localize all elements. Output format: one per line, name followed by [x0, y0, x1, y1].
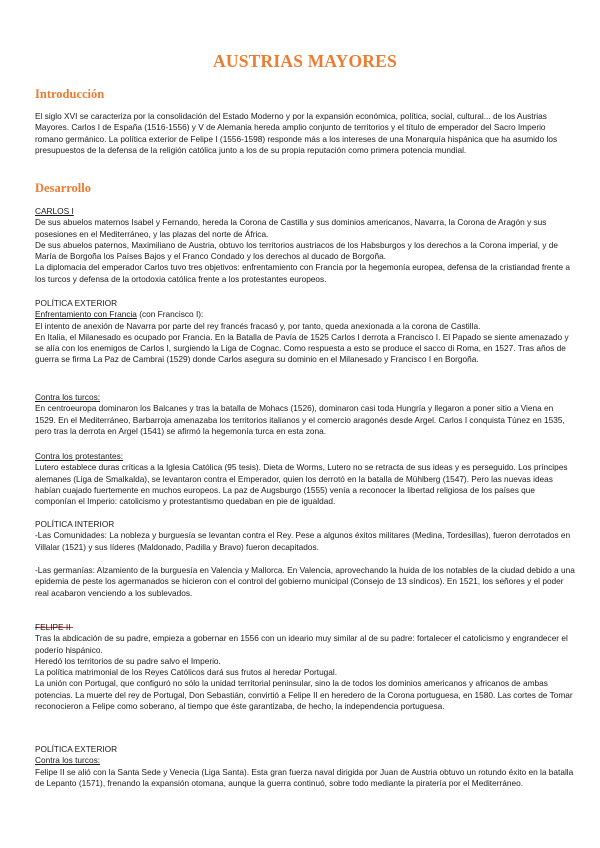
carlos-section: [35, 206, 575, 285]
carlos-paragraph: De sus abuelos paternos, Maximiliano de Austria, obtuvo los territorios austriacos de los Habsburgos y los derechos a la Corona imperial, y de María de Borgoña los Países Bajos y el Franco Condado y los derechos al ducado de Borgoña.: [35, 239, 558, 262]
carlos-paragraph: De sus abuelos maternos Isabel y Fernando, hereda la Corona de Castilla y sus dominios americanos, Navarra, la Corona de Aragón y sus posesiones en el Mediterráneo, y las plazas del norte de África.: [35, 217, 547, 239]
carlos-interior-heading: POLÍTICA INTERIOR: [35, 519, 115, 529]
carlos-exterior-heading: POLÍTICA EXTERIOR: [35, 298, 118, 308]
felipe-paragraph: La política matrimonial de los Reyes Católicos dará sus frutos al heredar Portugal.: [35, 667, 338, 678]
intro-text: El siglo XVI se caracteriza por la consolidación del Estado Moderno y por la expansión económica, política, social, cultural... de los Austrias Mayores. Carlos I de España (1516-1556) y V de Alemania hereda amplio conjunto de territorios y el título de emperador del Sacro Imperio romano germánico. La política exterior de Felipe I (1556-1598) responde más a los intereses de una Monarquía hispánica que ha asumido los presupuestos de la defensa de la religión católica junto a los de su propia reputación como primera potencia mundial.: [35, 111, 558, 155]
francia-label: Enfrentamiento con Francia: [35, 309, 137, 320]
felipe-paragraph: La unión con Portugal, que configuró no sólo la unidad territorial peninsular, sino la de todos los dominios americanos y africanos de ambas potencias. La muerte del rey de Portugal, Don Sebastián, convirtió a Felipe II en heredero de la Corona portuguesa, en 1580. Las cortes de Tomar reconocieron a Felipe como soberano, al tiempo que éste garantizaba, de hecho, la independencia portuguesa.: [35, 678, 573, 712]
francia-paragraph: En Italia, el Milanesado es ocupado por Francia. En la Batalla de Pavía de 1525 Carlos I derrota a Francisco I. El Papado se siente amenazado y se alía con los enemigos de Carlos I, surgiendo la Liga de Cognac. Como respuesta a esto se produce el sacco di Roma, en 1527. Tras años de guerra se firma La Paz de Cambrai (1529) donde Carlos asegura su dominio en el Milanesado y Francisco I en Borgoña.: [35, 331, 569, 365]
felipe-paragraph: Heredó los territorios de su padre salvo el Imperio.: [35, 655, 221, 666]
francia-paragraph: El intento de anexión de Navarra por parte del rey francés fracasó y, por tanto, queda anexionada a la corona de Castilla.: [35, 320, 481, 331]
germanias-text: -Las germanías: Alzamiento de la burguesía en Valencia y Mallorca. En Valencia, aprovechando la huida de los notables de la ciudad debido a una epidemia de peste los agermanados se hicieron con el control del gobierno municipal (Consejo de 13 síndicos). En 1521, los señores y el poder real acabaron venciendo a los sublevados.: [35, 565, 575, 598]
carlos-exterior-protestantes: [35, 451, 575, 507]
francia-subheading: [35, 309, 575, 320]
carlos-heading: CARLOS I: [35, 206, 74, 216]
felipe-turcos-label: Contra los turcos:: [35, 755, 101, 766]
protestantes-label: Contra los protestantes:: [35, 451, 124, 461]
carlos-turcos-text: En centroeuropa dominaron los Balcanes y tras la batalla de Mohacs (1526), dominaron casi toda Hungría y llegaron a poner sitio a Viena en 1529. En el Mediterráneo, Barbarroja amenazaba los territorios italianos y el comercio aragonés desde Argel. Carlos I conquista Túnez en 1535, pero tras la derrota en Argel (1541) se afirmó la hegemonía turca en esta zona.: [35, 403, 565, 436]
carlos-interior: [35, 519, 575, 553]
carlos-paragraph: La diplomacia del emperador Carlos tuvo tres objetivos: enfrentamiento con Francia por la hegemonía europea, defensa de la cristiandad frente a los turcos y defensa de la ortodoxia católica frente a los protestantes europeos.: [35, 262, 571, 284]
desarrollo-heading: Desarrollo: [35, 181, 92, 195]
carlos-exterior-francia: [35, 298, 575, 366]
protestantes-text: Lutero establece duras críticas a la Iglesia Católica (95 tesis). Dieta de Worms, Lutero no se retracta de sus ideas y es perseguido. Los príncipes alemanes (Liga de Smalkalda), se levantaron contra el Emperador, quien los derrotó en la batalla de Mühlberg (1547). Pero las nuevas ideas habían cuajado fuertemente en muchos europeos. La paz de Augsburgo (1555) venía a reconocer la libertad religiosa de los países que componían el Imperio: catolicismo y protestantismo quedaban en pie de igualdad.: [35, 462, 568, 507]
intro-heading: Introducción: [35, 87, 105, 101]
felipe-section: [35, 622, 575, 712]
felipe-heading: FELIPE II: [35, 622, 71, 632]
felipe-exterior-heading: POLÍTICA EXTERIOR: [35, 744, 118, 754]
felipe-paragraph: Tras la abdicación de su padre, empieza a gobernar en 1556 con un ideario muy similar al de su padre: fortalecer el catolicismo y engrandecer el poderío hispánico.: [35, 633, 568, 655]
document-title: AUSTRIAS MAYORES: [213, 51, 397, 71]
carlos-exterior-turcos: [35, 392, 575, 437]
felipe-exterior: [35, 744, 575, 789]
intro-paragraph: [35, 111, 575, 156]
francia-suffix: (con Francisco I):: [136, 309, 204, 320]
carlos-turcos-label: Contra los turcos:: [35, 392, 101, 402]
germanias-block: [35, 565, 575, 599]
comunidades-text: -Las Comunidades: La nobleza y burguesía se levantan contra el Rey. Pese a algunos éxitos militares (Medina, Tordesillas), fueron derrotados en Villalar (1521) y sus líderes (Maldonado, Padilla y Bravo) fueron decapitados.: [35, 530, 571, 552]
felipe-turcos-text: Felipe II se alió con la Santa Sede y Venecia (Liga Santa). Esta gran fuerza naval dirigida por Juan de Austria obtuvo un rotundo éxito en la batalla de Lepanto (1571), frenando la expansión otomana, aunque la guerra continuó, sobre todo mediante la piratería por el Mediterráneo.: [35, 766, 574, 788]
